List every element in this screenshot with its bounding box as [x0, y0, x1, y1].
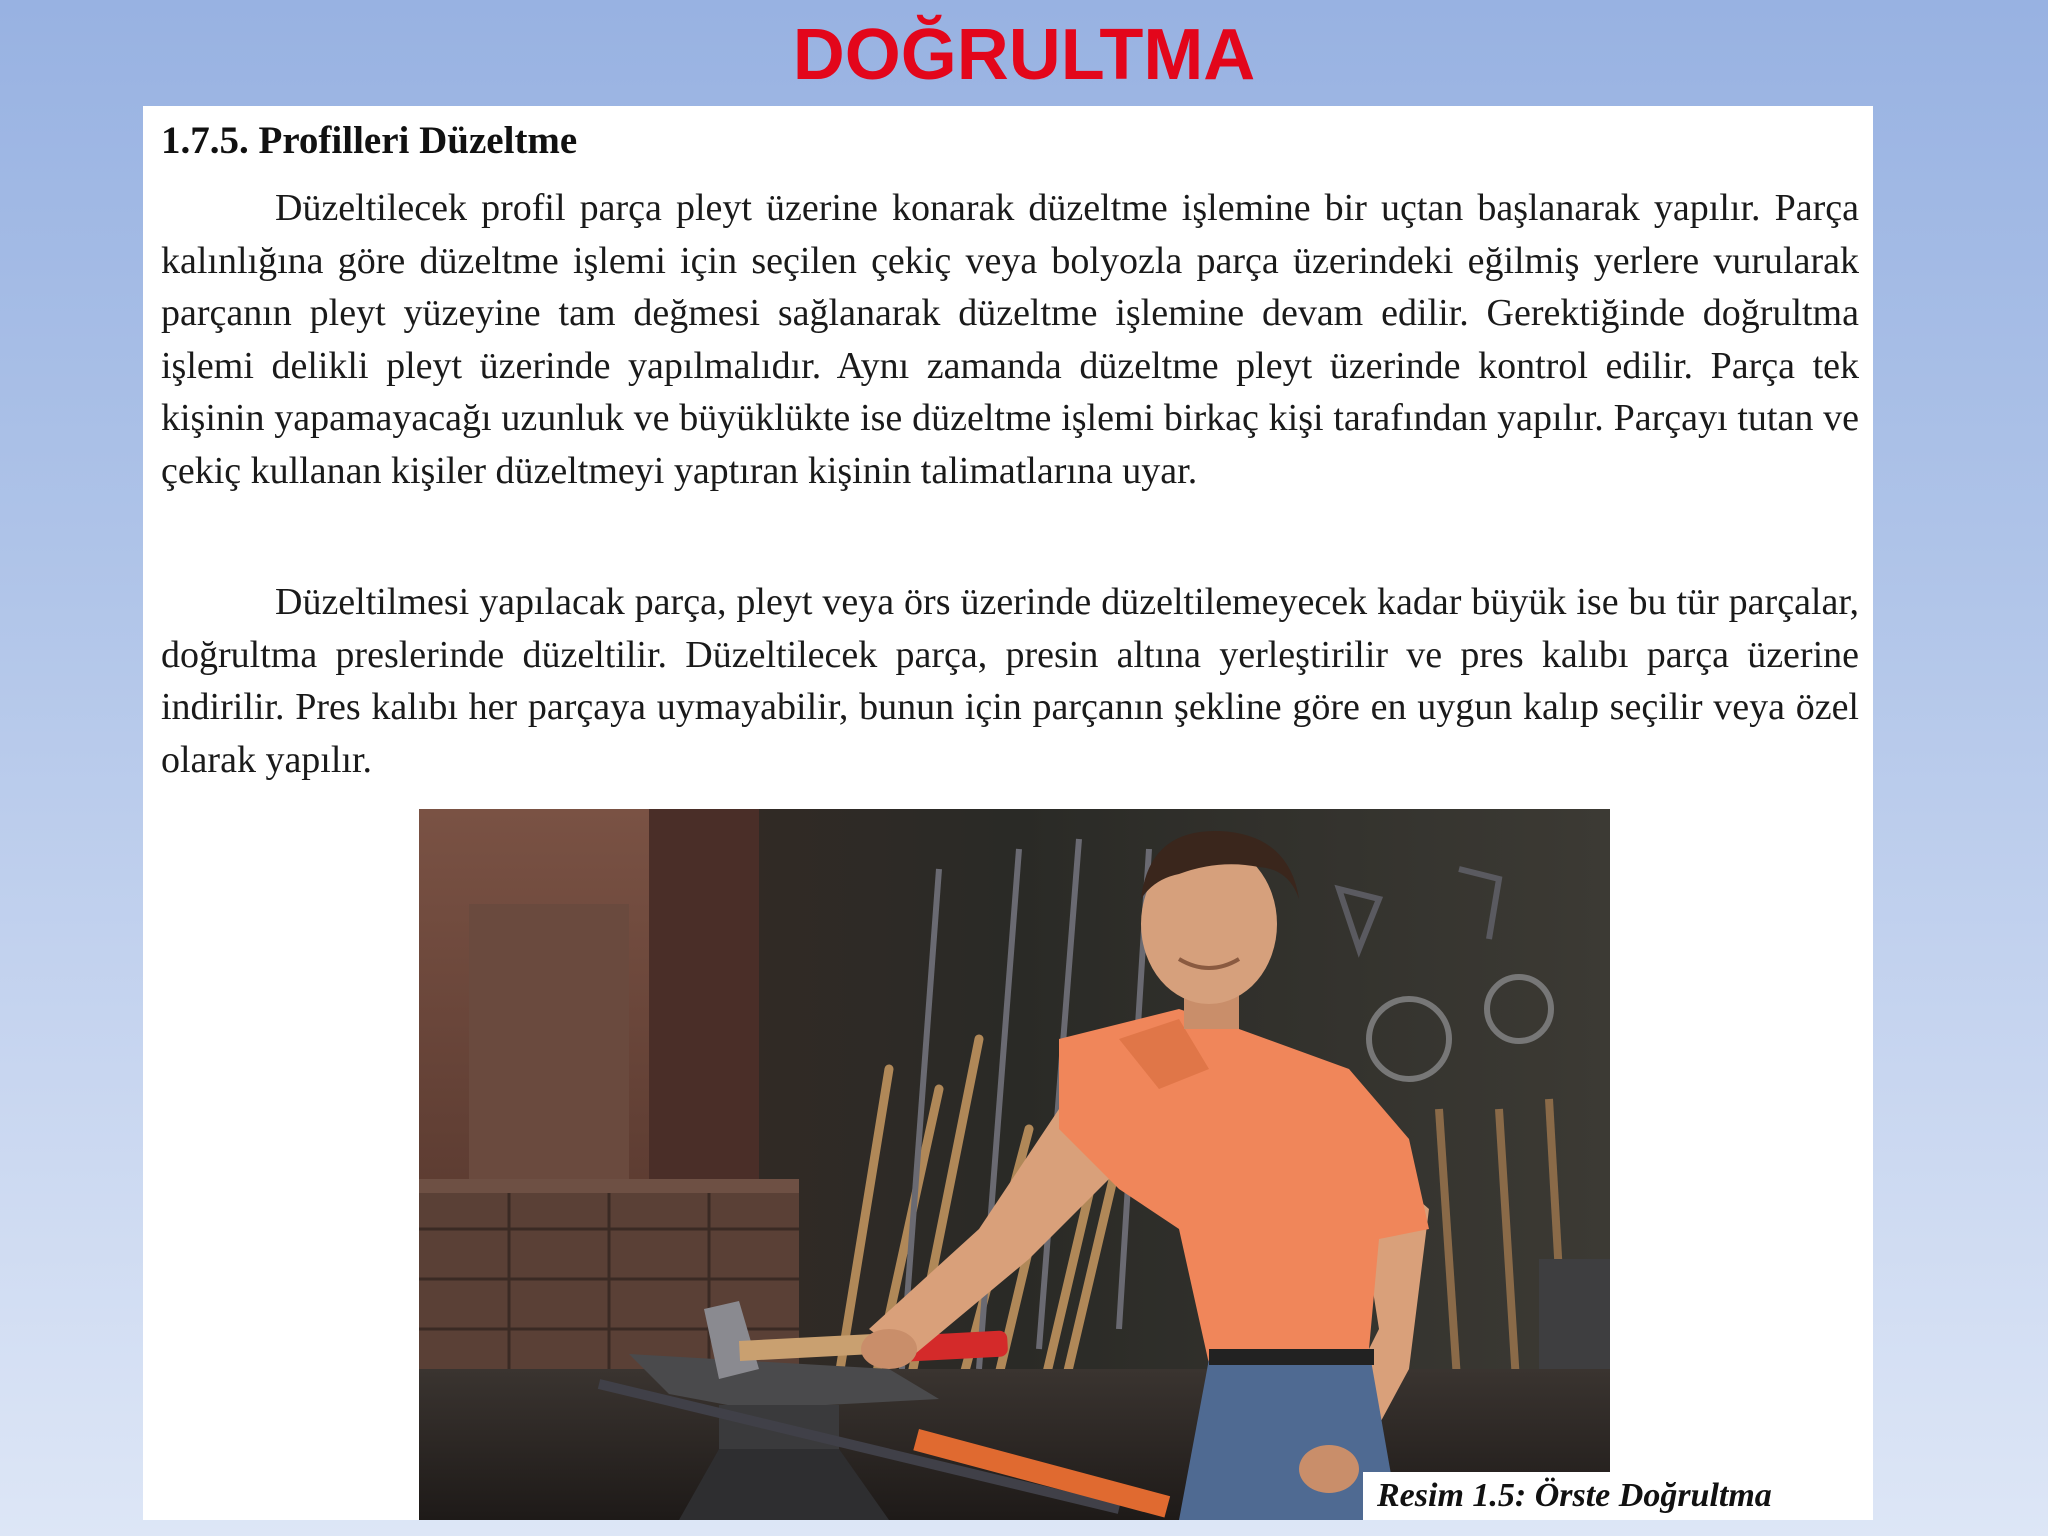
forge-photo	[419, 809, 1610, 1520]
paragraph-2: Düzeltilmesi yapılacak parça, pleyt veya örs üzerinde düzeltilemeyecek kadar büyük ise bu tür parçalar, doğrultma preslerinde düzeltilir. Düzeltilecek parça, presin altına yerleştirilir ve pres kalıbı parça üzerine indirilir. Pres kalıbı her parçaya uymayabilir, bunun için parçanın şekline göre en uygun kalıp seçilir veya özel olarak yapılır.	[161, 581, 1859, 781]
document-page	[143, 106, 1873, 1520]
paragraph-1: Düzeltilecek profil parça pleyt üzerine konarak düzeltme işlemine bir uçtan başlanarak yapılır. Parça kalınlığına göre düzeltme işlemi için seçilen çekiç veya bolyozla parça üzerindeki eğilmiş yerlere vurularak parçanın pleyt yüzeyine tam değmesi sağlanarak düzeltme işlemine devam edilir. Gerektiğinde doğrultma işlemi delikli pleyt üzerinde yapılmalıdır. Aynı zamanda düzeltme pleyt üzerinde kontrol edilir. Parça tek kişinin yapamayacağı uzunluk ve büyüklükte ise düzeltme işlemi birkaç kişi tarafından yapılır. Parçayı tutan ve çekiç kullanan kişiler düzeltmeyi yaptıran kişinin talimatlarına uyar.	[161, 187, 1859, 492]
slide-title: DOĞRULTMA	[792, 15, 1256, 95]
section-heading: 1.7.5. Profilleri Düzeltme	[161, 119, 578, 162]
figure-caption: Resim 1.5: Örste Doğrultma	[1363, 1472, 1873, 1520]
